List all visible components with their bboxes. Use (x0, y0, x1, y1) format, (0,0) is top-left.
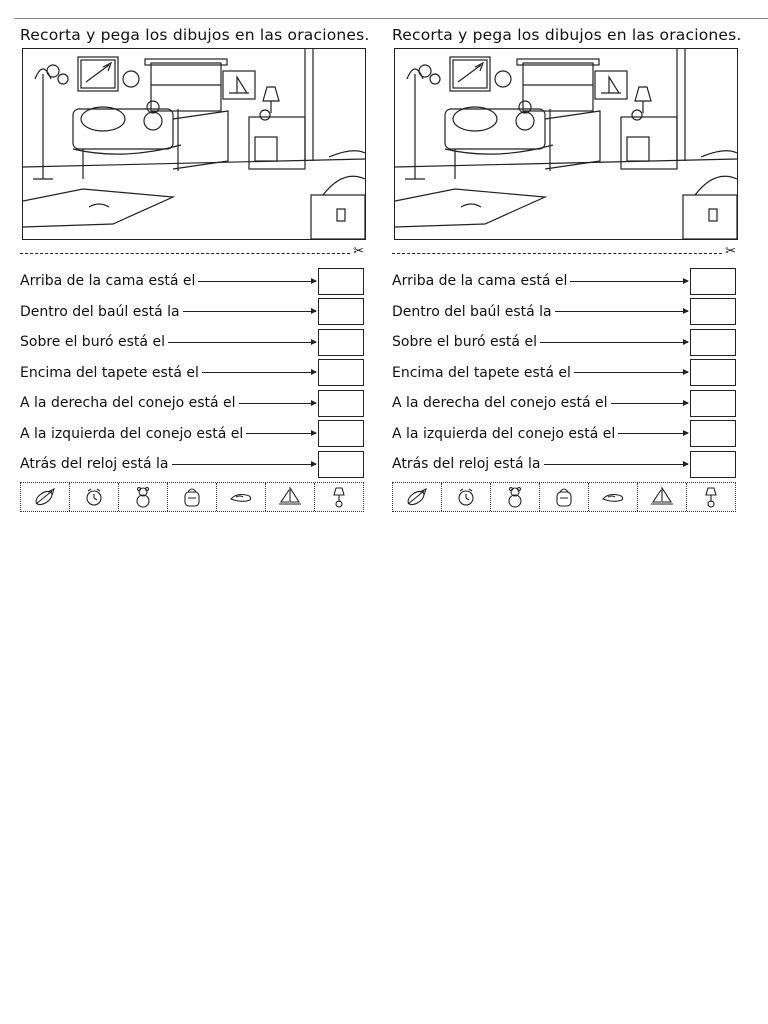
answer-box[interactable] (318, 268, 364, 295)
sentence-text: Atrás del reloj está la (392, 456, 541, 473)
sentence-text: A la derecha del conejo está el (20, 395, 236, 412)
rocket-picture-icon (32, 486, 58, 508)
answer-box[interactable] (690, 451, 736, 478)
arrow-icon (611, 403, 688, 404)
cutout-cell[interactable] (442, 483, 491, 511)
sentence-row (392, 266, 738, 297)
arrow-icon (168, 342, 316, 343)
sentence-list (20, 266, 366, 480)
sentence-text: Encima del tapete está el (392, 364, 571, 381)
worksheet-title: Recorta y pega los dibujos en las oraciones. (392, 26, 742, 44)
cutout-strip (392, 482, 736, 512)
sentence-text: Dentro del baúl está la (392, 303, 552, 320)
scissors-icon: ✂ (725, 244, 736, 259)
slipper-icon (600, 486, 626, 508)
cut-line (392, 244, 736, 266)
sentence-row (20, 449, 366, 480)
top-rule (14, 18, 768, 19)
answer-box[interactable] (690, 268, 736, 295)
arrow-icon (540, 342, 688, 343)
sentence-row (20, 266, 366, 297)
cutout-cell[interactable] (315, 483, 363, 511)
alarm-clock-icon (81, 486, 107, 508)
arrow-icon (574, 372, 688, 373)
cut-line (20, 244, 364, 266)
lamp-icon (698, 486, 724, 508)
answer-box[interactable] (318, 420, 364, 447)
sentence-row (392, 358, 738, 389)
scissors-icon: ✂ (353, 244, 364, 259)
cutout-cell[interactable] (21, 483, 70, 511)
cutout-cell[interactable] (638, 483, 687, 511)
bedroom-scene (22, 48, 366, 240)
sentence-row (20, 327, 366, 358)
answer-box[interactable] (318, 329, 364, 356)
sentence-text: Dentro del baúl está la (20, 303, 180, 320)
sentence-row (20, 297, 366, 328)
cutout-cell[interactable] (540, 483, 589, 511)
lamp-icon (326, 486, 352, 508)
answer-box[interactable] (690, 390, 736, 417)
sentence-row (392, 297, 738, 328)
answer-box[interactable] (318, 390, 364, 417)
sentence-row (392, 419, 738, 450)
sentence-text: A la izquierda del conejo está el (20, 425, 244, 442)
cutout-cell[interactable] (168, 483, 217, 511)
arrow-icon (555, 311, 688, 312)
sentence-row (20, 419, 366, 450)
sentence-row (392, 388, 738, 419)
cutout-cell[interactable] (217, 483, 266, 511)
slipper-icon (228, 486, 254, 508)
cutout-cell[interactable] (393, 483, 442, 511)
bedroom-scene (394, 48, 738, 240)
arrow-icon (618, 433, 688, 434)
answer-box[interactable] (690, 420, 736, 447)
sentence-text: Arriba de la cama está el (20, 273, 196, 290)
arrow-icon (198, 281, 316, 282)
bedroom-illustration (395, 49, 737, 239)
answer-box[interactable] (318, 298, 364, 325)
cutout-cell[interactable] (589, 483, 638, 511)
sentence-text: Encima del tapete está el (20, 364, 199, 381)
worksheet-left (20, 22, 370, 512)
arrow-icon (202, 372, 316, 373)
arrow-icon (570, 281, 688, 282)
cutout-strip (20, 482, 364, 512)
teddy-bear-icon (502, 486, 528, 508)
sailboat-picture-icon (649, 486, 675, 508)
arrow-icon (239, 403, 316, 404)
answer-box[interactable] (318, 451, 364, 478)
teddy-bear-icon (130, 486, 156, 508)
answer-box[interactable] (318, 359, 364, 386)
arrow-icon (544, 464, 689, 465)
cutout-cell[interactable] (119, 483, 168, 511)
sentence-text: Sobre el buró está el (392, 334, 537, 351)
cutout-cell[interactable] (687, 483, 735, 511)
worksheet-title: Recorta y pega los dibujos en las oraciones. (20, 26, 370, 44)
sailboat-picture-icon (277, 486, 303, 508)
cutout-cell[interactable] (70, 483, 119, 511)
alarm-clock-icon (453, 486, 479, 508)
backpack-icon (179, 486, 205, 508)
arrow-icon (183, 311, 316, 312)
sentence-row (20, 388, 366, 419)
answer-box[interactable] (690, 298, 736, 325)
backpack-icon (551, 486, 577, 508)
sentence-row (20, 358, 366, 389)
cutout-cell[interactable] (491, 483, 540, 511)
sentence-text: Arriba de la cama está el (392, 273, 568, 290)
rocket-picture-icon (404, 486, 430, 508)
sentence-text: A la izquierda del conejo está el (392, 425, 616, 442)
sentence-text: Sobre el buró está el (20, 334, 165, 351)
bedroom-illustration (23, 49, 365, 239)
cutout-cell[interactable] (266, 483, 315, 511)
arrow-icon (246, 433, 316, 434)
sentence-text: A la derecha del conejo está el (392, 395, 608, 412)
answer-box[interactable] (690, 329, 736, 356)
sentence-row (392, 449, 738, 480)
worksheet-right (392, 22, 742, 512)
sentence-list (392, 266, 738, 480)
answer-box[interactable] (690, 359, 736, 386)
sentence-text: Atrás del reloj está la (20, 456, 169, 473)
sentence-row (392, 327, 738, 358)
arrow-icon (172, 464, 317, 465)
